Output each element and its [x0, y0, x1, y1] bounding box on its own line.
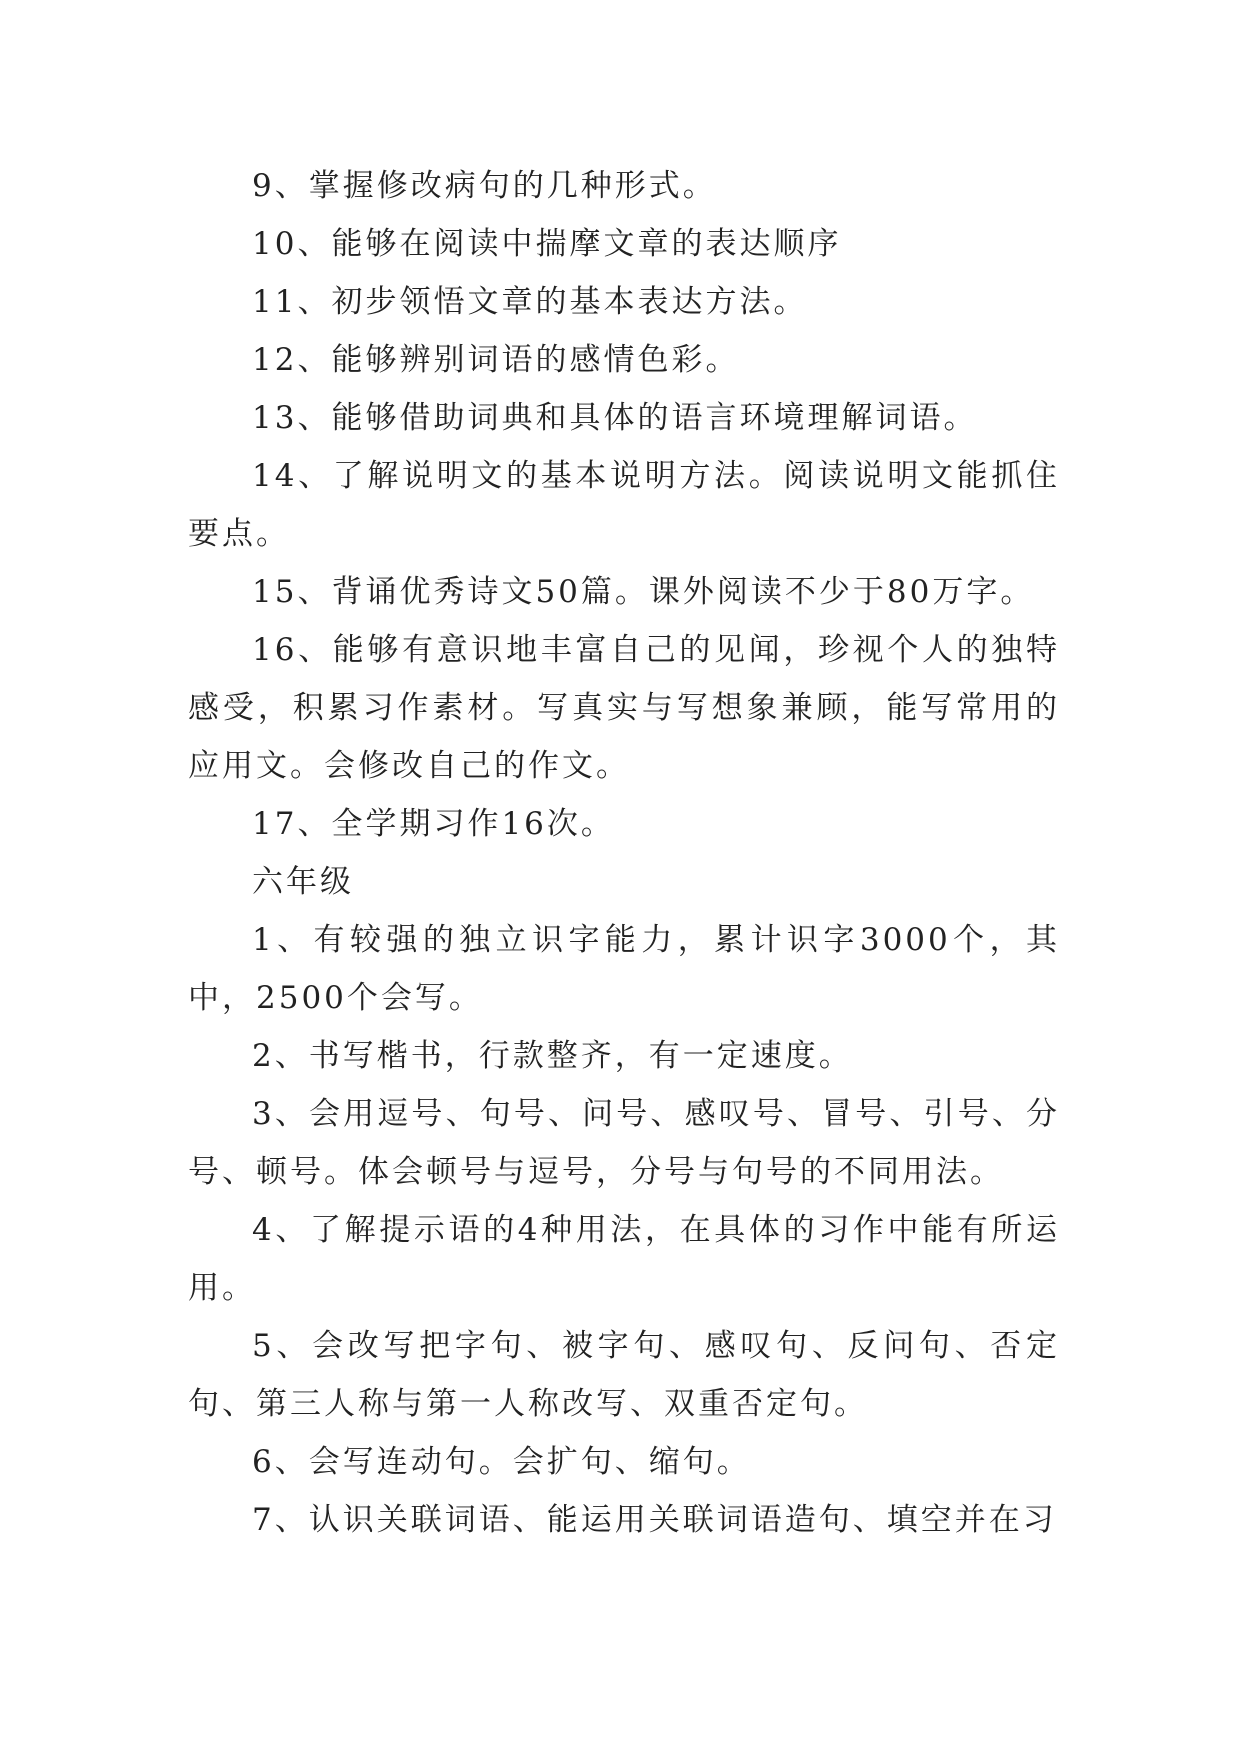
paragraph-item-7: 7、认识关联词语、能运用关联词语造句、填空并在习	[252, 1502, 1057, 1538]
paragraph-item-16: 16、能够有意识地丰富自己的见闻，珍视个人的独特感受，积累习作素材。写真实与写想象兼顾，能写常用的应用文。会修改自己的作文。	[188, 632, 1060, 784]
paragraph-item-17: 17、全学期习作16次。	[252, 806, 615, 842]
paragraph-item-3: 3、会用逗号、句号、问号、感叹号、冒号、引号、分号、顿号。体会顿号与逗号，分号与句号的不同用法。	[188, 1096, 1060, 1190]
paragraph-item-1: 1、有较强的独立识字能力，累计识字3000个，其中，2500个会写。	[188, 922, 1060, 1016]
paragraph-item-10: 10、能够在阅读中揣摩文章的表达顺序	[252, 226, 842, 262]
paragraph-item-2: 2、书写楷书，行款整齐，有一定速度。	[252, 1038, 853, 1074]
paragraph-item-15: 15、背诵优秀诗文50篇。课外阅读不少于80万字。	[252, 574, 1035, 610]
section-heading-grade-six: 六年级	[252, 864, 354, 900]
paragraph-item-9: 9、掌握修改病句的几种形式。	[252, 168, 717, 204]
paragraph-item-13: 13、能够借助词典和具体的语言环境理解词语。	[252, 400, 978, 436]
paragraph-item-6: 6、会写连动句。会扩句、缩句。	[252, 1444, 751, 1480]
paragraph-item-14: 14、了解说明文的基本说明方法。阅读说明文能抓住要点。	[188, 458, 1060, 552]
paragraph-item-5: 5、会改写把字句、被字句、感叹句、反问句、否定句、第三人称与第一人称改写、双重否定句。	[188, 1328, 1060, 1422]
document-body	[188, 157, 1060, 1549]
paragraph-item-11: 11、初步领悟文章的基本表达方法。	[252, 284, 808, 320]
paragraph-item-4: 4、了解提示语的4种用法，在具体的习作中能有所运用。	[188, 1212, 1060, 1306]
paragraph-item-12: 12、能够辨别词语的感情色彩。	[252, 342, 740, 378]
